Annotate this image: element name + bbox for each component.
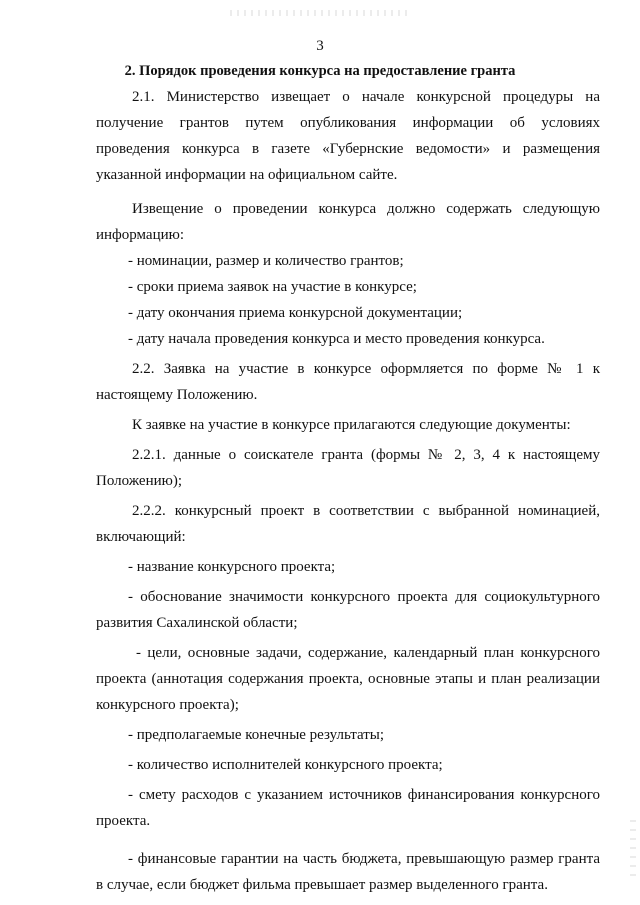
section-heading: 2. Порядок проведения конкурса на предоставление гранта [124, 63, 516, 79]
list-item-deadlines: - сроки приема заявок на участие в конкурсе; [128, 279, 417, 295]
list-item-executors: - количество исполнителей конкурсного проекта; [128, 757, 443, 773]
list-item-financial-guarantees: - финансовые гарантии на часть бюджета, превышающую размер гранта в случае, если бюджет фильма превышает размер выделенного гранта. [96, 851, 600, 893]
paragraph-2-1: 2.1. Министерство извещает о начале конкурсной процедуры на получение грантов путем опубликования информации об условиях проведения конкурса в газете «Губернские ведомости» и размещения указанной информации на официальном сайте. [96, 89, 600, 183]
page-number: 3 [316, 38, 324, 54]
list-item-closing-date: - дату окончания приема конкурсной документации; [128, 305, 463, 321]
list-item-nominations: - номинации, размер и количество грантов; [128, 253, 404, 269]
paragraph-notice-content: Извещение о проведении конкурса должно содержать следующую информацию: [96, 201, 600, 243]
document-body [96, 84, 600, 898]
paragraph-2-2-2: 2.2.2. конкурсный проект в соответствии с выбранной номинацией, включающий: [96, 503, 600, 545]
list-item-budget-estimate: - смету расходов с указанием источников финансирования конкурсного проекта. [96, 787, 600, 829]
list-item-results: - предполагаемые конечные результаты; [128, 727, 385, 743]
list-item-project-name: - название конкурсного проекта; [128, 559, 336, 575]
list-item-start-date-place: - дату начала проведения конкурса и место проведения конкурса. [128, 331, 545, 347]
paragraph-2-2: 2.2. Заявка на участие в конкурсе оформляется по форме № 1 к настоящему Положению. [96, 361, 600, 403]
list-item-goals: - цели, основные задачи, содержание, календарный план конкурсного проекта (аннотация содержания проекта, основные этапы и план реализации конкурсного проекта); [96, 645, 600, 713]
paragraph-2-2-1: 2.2.1. данные о соискателе гранта (формы № 2, 3, 4 к настоящему Положению); [96, 447, 600, 489]
paragraph-attached-docs: К заявке на участие в конкурсе прилагаются следующие документы: [132, 417, 571, 433]
list-item-significance: - обоснование значимости конкурсного проекта для социокультурного развития Сахалинской области; [96, 589, 600, 631]
